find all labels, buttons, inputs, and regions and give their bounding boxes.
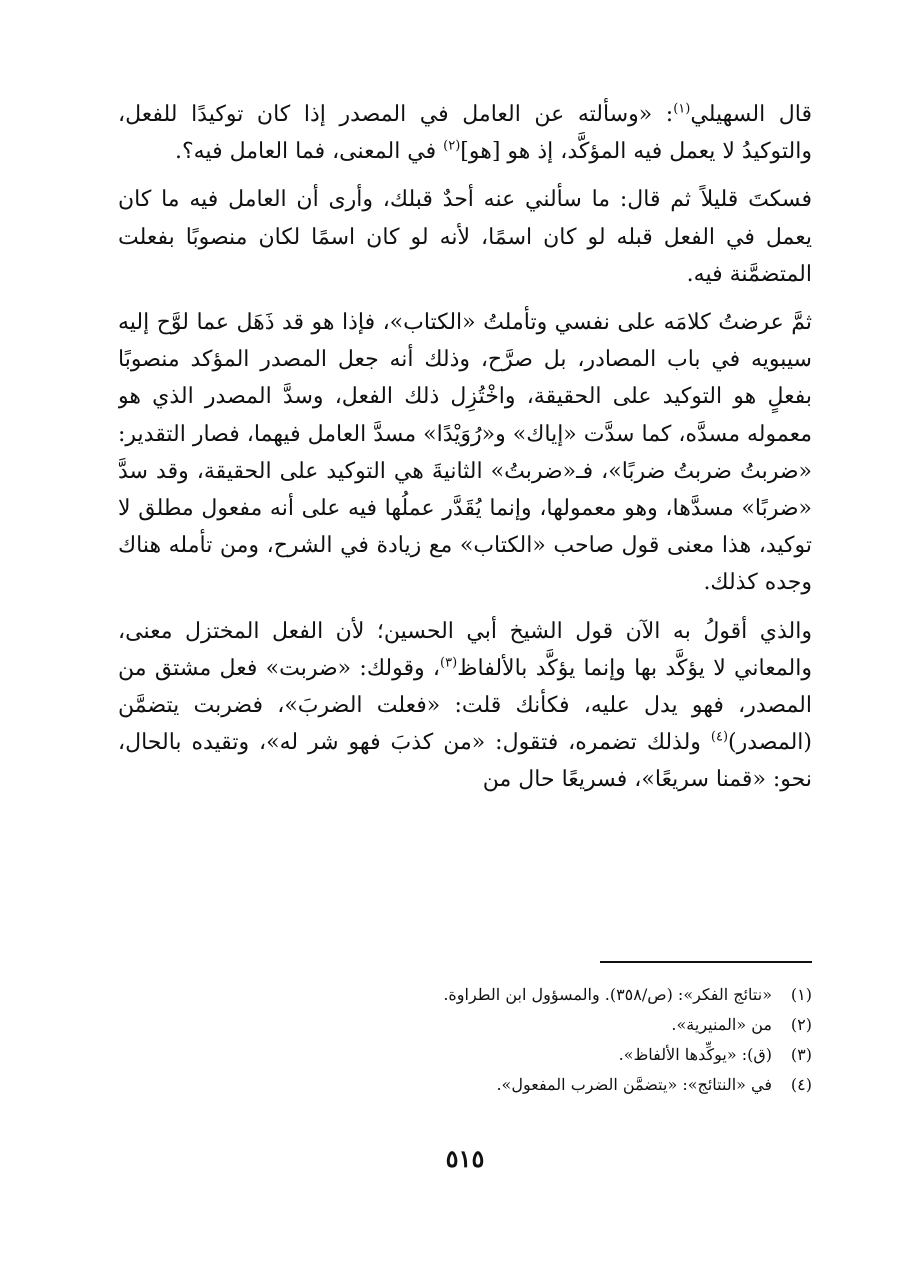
text-run: قال السهيلي (690, 102, 812, 127)
footnote-4 (118, 1070, 812, 1100)
footnote-separator (600, 961, 812, 963)
footnote-number: (١) (790, 985, 812, 1004)
footnote-number: (٣) (790, 1045, 812, 1064)
footnote-number: (٢) (790, 1015, 812, 1034)
footnote-number: (٤) (790, 1075, 812, 1094)
footnote-ref-4: (٤) (710, 729, 729, 745)
text-run: فسكتَ قليلاً ثم قال: ما سألني عنه أحدٌ قبلك، وأرى أن العامل فيه ما كان يعمل في الفعل قبله لو كان اسمًا، لأنه لو كان اسمًا لكان منصوبًا بفعلت المتضمَّنة فيه. (118, 187, 812, 287)
page-number: ٥١٥ (445, 1144, 485, 1173)
text-run: في المعنى، فما العامل فيه؟. (174, 139, 444, 165)
footnote-text: في «النتائج»: «يتضمَّن الضرب المفعول». (496, 1075, 772, 1094)
text-run: والذي أقولُ به الآن قول الشيخ أبي الحسين؛ لأن الفعل المختزل معنى، والمعاني لا يؤكَّد بها وإنما يؤكَّد بالألفاظ (118, 618, 812, 681)
footnote-text: «نتائج الفكر»: (ص/٣٥٨). والمسؤول ابن الطراوة. (443, 985, 772, 1004)
footnote-ref-1: (١) (673, 101, 691, 117)
footnote-3 (118, 1040, 812, 1070)
paragraph-2 (118, 181, 812, 293)
text-run: ولذلك تضمره، فتقول: «من كذبَ فهو شر له»، وتقيده بالحال، نحو: «قمنا سريعًا»، فسريعًا حال من (118, 730, 812, 793)
footnote-2 (118, 1010, 812, 1040)
footnote-1 (118, 980, 812, 1010)
footnote-ref-3: (٣) (440, 655, 458, 671)
main-text (118, 96, 812, 966)
text-run: ، وقولك: «ضربت» فعل مشتق من المصدر، فهو يدل عليه، فكأنك قلت: «فعلت الضربَ»، فضربت يتضمَّن (المصدر) (118, 655, 812, 756)
text-run: : «وسألته عن العامل في المصدر إذا كان توكيدًا للفعل، والتوكيدُ لا يعمل فيه المؤكَّد، إذ هو [هو] (118, 102, 812, 165)
footnotes (118, 980, 812, 1100)
paragraph-3 (118, 304, 812, 602)
footnote-text: من «المنيرية». (671, 1015, 772, 1034)
footnote-ref-2: (٢) (443, 138, 461, 154)
paragraph-1 (118, 96, 812, 170)
book-page (118, 96, 812, 1196)
text-run: ثمَّ عرضتُ كلامَه على نفسي وتأملتُ «الكتاب»، فإذا هو قد ذَهَل عما لوَّح إليه سيبويه في باب المصادر، بل صرَّح، وذلك أنه جعل المصدر المؤكد منصوبًا بفعلٍ هو التوكيد على الحقيقة، واخْتُزِل ذلك الفعل، وسدَّ المصدر الذي هو معموله مسدَّه، كما سدَّت «إياك» و«رُوَيْدًا» مسدَّ العامل فيهما، فصار التقدير: «ضربتُ ضربتُ ضربًا»، فـ«ضربتُ» الثانيةَ هي التوكيد على الحقيقة، وقد سدَّ «ضربًا» مسدَّها، وهو معمولها، وإنما يُقَدَّر عملُها فيه على أنه مفعول مطلق لا توكيد، هذا معنى قول صاحب «الكتاب» مع زيادة في الشرح، ومن تأمله هناك وجده كذلك. (118, 310, 812, 596)
footnote-text: (ق): «يوكِّدها الألفاظ». (618, 1045, 772, 1064)
paragraph-4 (118, 613, 812, 799)
